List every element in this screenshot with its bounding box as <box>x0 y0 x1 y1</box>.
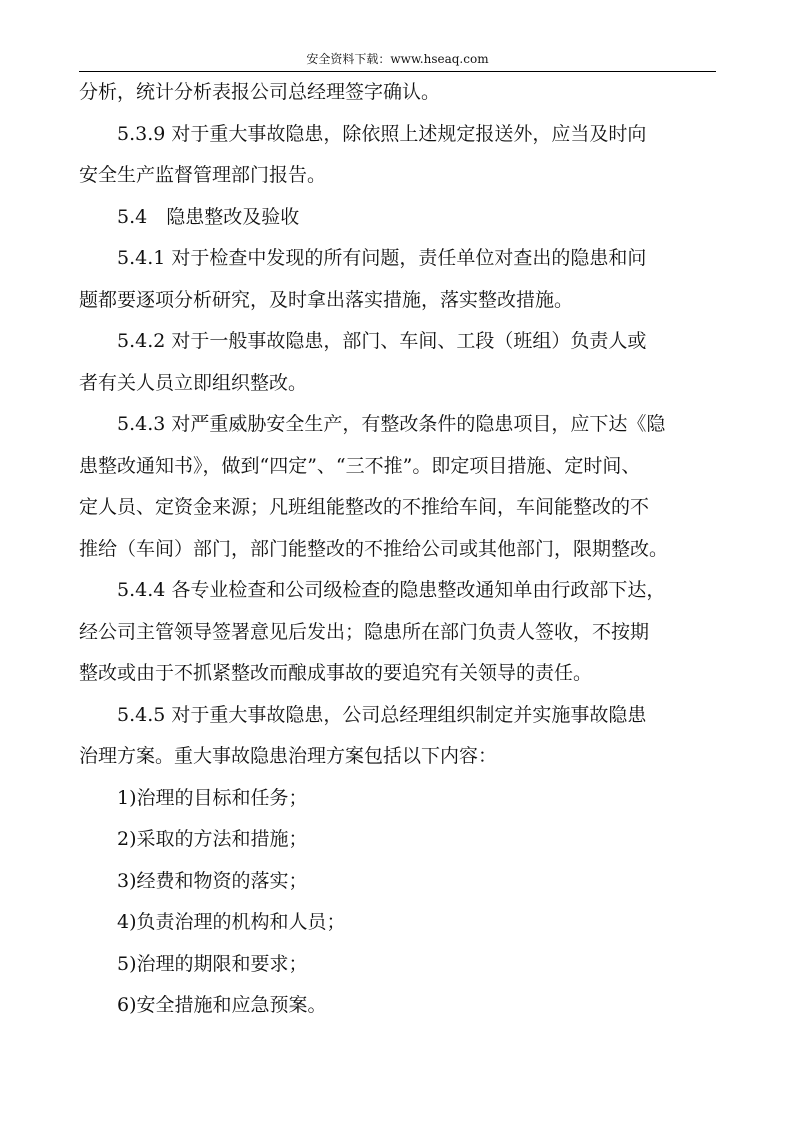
text-line-15: 整改或由于不抓紧整改而酿成事故的要追究有关领导的责任。 <box>79 662 593 684</box>
header-text: 安全资料下载：www.hseaq.com <box>306 52 489 66</box>
text-line-14: 经公司主管领导签署意见后发出；隐患所在部门负责人签收，不按期 <box>79 620 650 643</box>
section-heading-5-4: 5.4 隐患整改及验收 <box>117 205 300 228</box>
text-line-17: 治理方案。重大事故隐患治理方案包括以下内容： <box>79 745 498 767</box>
list-item-5: 5)治理的期限和要求； <box>117 952 308 975</box>
text-line-9: 5.4.3 对严重威胁安全生产，有整改条件的隐患项目，应下达《隐 <box>117 413 666 435</box>
text-line-1: 分析，统计分析表报公司总经理签字确认。 <box>79 81 441 103</box>
text-line-8: 者有关人员立即组织整改。 <box>79 371 308 394</box>
list-item-2: 2)采取的方法和措施； <box>117 828 308 850</box>
text-line-10: 患整改通知书》，做到“四定”、“三不推”。即定项目措施、定时间、 <box>79 454 641 477</box>
text-line-6: 题都要逐项分析研究，及时拿出落实措施，落实整改措施。 <box>79 288 574 311</box>
page-header <box>79 50 716 72</box>
text-line-3: 安全生产监督管理部门报告。 <box>79 164 327 186</box>
list-item-4: 4)负责治理的机构和人员； <box>117 911 346 933</box>
text-line-11: 定人员、定资金来源；凡班组能整改的不推给车间，车间能整改的不 <box>79 496 650 518</box>
text-line-13: 5.4.4 各专业检查和公司级检查的隐患整改通知单由行政部下达， <box>117 579 666 601</box>
text-line-16: 5.4.5 对于重大事故隐患，公司总经理组织制定并实施事故隐患 <box>117 703 647 726</box>
text-line-12: 推给（车间）部门，部门能整改的不推给公司或其他部门，限期整改。 <box>79 537 669 560</box>
list-item-6: 6)安全措施和应急预案。 <box>117 994 327 1016</box>
text-line-2: 5.3.9 对于重大事故隐患，除依照上述规定报送外，应当及时向 <box>117 122 647 145</box>
list-item-3: 3)经费和物资的落实； <box>117 869 308 892</box>
document-body <box>79 72 719 1027</box>
text-line-7: 5.4.2 对于一般事故隐患，部门、车间、工段（班组）负责人或 <box>117 330 647 352</box>
list-item-1: 1)治理的目标和任务； <box>117 786 308 809</box>
text-line-5: 5.4.1 对于检查中发现的所有问题，责任单位对查出的隐患和问 <box>117 247 647 269</box>
